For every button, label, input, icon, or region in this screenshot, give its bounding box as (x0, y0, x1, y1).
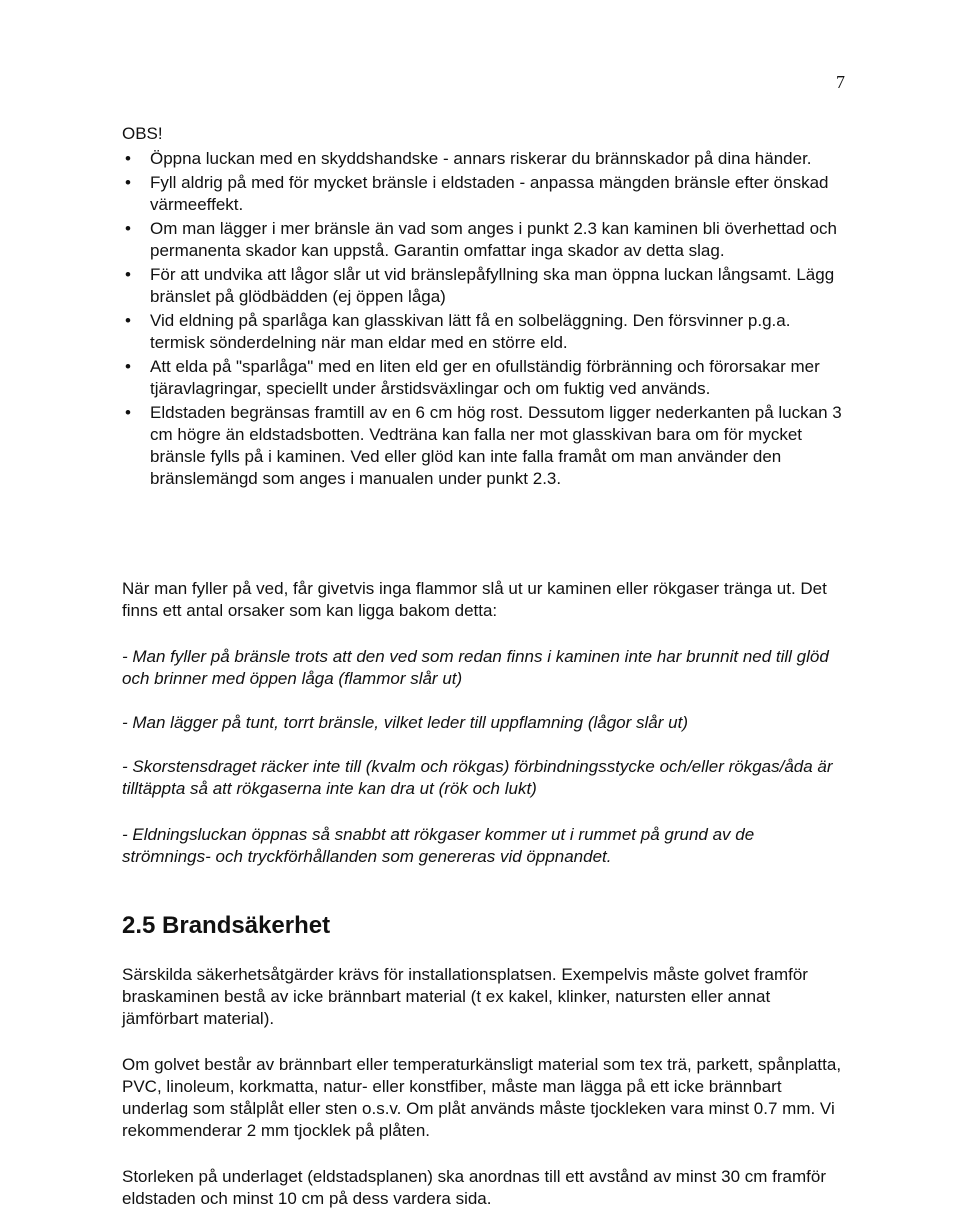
section-paragraph: Storleken på underlaget (eldstadsplanen) ska anordnas till ett avstånd av minst 30 cm framför eldstaden och minst 10 cm på dess vardera sida. (122, 1167, 826, 1208)
bullet-icon: • (125, 357, 131, 376)
intro-paragraph: När man fyller på ved, får givetvis inga flammor slå ut ur kaminen eller rökgaser tränga ut. Det finns ett antal orsaker som kan ligga bakom detta: (122, 579, 827, 620)
list-item-text: För att undvika att lågor slår ut vid bränslepåfyllning ska man öppna luckan långsamt. Lägg bränslet på glödbädden (ej öppen låga) (150, 265, 835, 306)
cause-paragraph: - Man lägger på tunt, torrt bränsle, vilket leder till uppflamning (lågor slår ut) (122, 713, 688, 732)
list-item-text: Öppna luckan med en skyddshandske - annars riskerar du brännskador på dina händer. (150, 149, 812, 168)
list-item (122, 218, 842, 262)
list-item-text: Om man lägger i mer bränsle än vad som anges i punkt 2.3 kan kaminen bli överhettad och permanenta skador kan uppstå. Garantin omfattar inga skador av detta slag. (150, 219, 837, 260)
section-heading: 2.5 Brandsäkerhet (122, 912, 331, 939)
list-item (122, 148, 842, 170)
cause-paragraph: - Skorstensdraget räcker inte till (kvalm och rökgas) förbindningsstycke och/eller rökgas/åda är tilltäppta så att rökgaserna inte kan dra ut (rök och lukt) (122, 757, 833, 798)
warning-list (122, 148, 842, 492)
cause-paragraph: - Eldningsluckan öppnas så snabbt att rökgaser kommer ut i rummet på grund av de strömnings- och tryckförhållanden som genereras vid öppnandet. (122, 825, 755, 866)
bullet-icon: • (125, 311, 131, 330)
bullet-icon: • (125, 265, 131, 284)
bullet-icon: • (125, 173, 131, 192)
section-paragraph: Särskilda säkerhetsåtgärder krävs för installationsplatsen. Exempelvis måste golvet framför braskaminen bestå av icke brännbart material (t ex kakel, klinker, natursten eller annat jämförbart material). (122, 965, 808, 1028)
section-paragraph: Om golvet består av brännbart eller temperaturkänsligt material som tex trä, parkett, spånplatta, PVC, linoleum, korkmatta, natur- eller konstfiber, måste man lägga på ett icke brännbart underlag som stålplåt eller sten o.s.v. Om plåt används måste tjockleken vara minst 0.7 mm. Vi rekommenderar 2 mm tjocklek på plåten. (122, 1055, 842, 1140)
page-number: 7 (836, 72, 845, 92)
bullet-icon: • (125, 219, 131, 238)
list-item (122, 264, 842, 308)
bullet-icon: • (125, 403, 131, 422)
list-item-text: Eldstaden begränsas framtill av en 6 cm hög rost. Dessutom ligger nederkanten på luckan 3 cm högre än eldstadsbotten. Vedträna kan falla ner mot glasskivan bara om för mycket bränsle fylls på i kaminen. Ved eller glöd kan inte falla framåt om man använder den bränslemängd som anges i manualen under punkt 2.3. (150, 403, 842, 488)
list-item (122, 172, 842, 216)
list-item-text: Fyll aldrig på med för mycket bränsle i eldstaden - anpassa mängden bränsle efter önskad värmeeffekt. (150, 173, 829, 214)
bullet-icon: • (125, 149, 131, 168)
obs-label: OBS! (122, 124, 163, 143)
list-item (122, 402, 842, 490)
list-item (122, 356, 842, 400)
list-item-text: Vid eldning på sparlåga kan glasskivan lätt få en solbeläggning. Den försvinner p.g.a. termisk sönderdelning när man eldar med en större eld. (150, 311, 791, 352)
list-item-text: Att elda på "sparlåga" med en liten eld ger en ofullständig förbränning och förorsakar mer tjäravlagringar, speciellt under årstidsväxlingar och om fuktig ved används. (150, 357, 820, 398)
list-item (122, 310, 842, 354)
cause-paragraph: - Man fyller på bränsle trots att den ved som redan finns i kaminen inte har brunnit ned till glöd och brinner med öppen låga (flammor slår ut) (122, 647, 829, 688)
